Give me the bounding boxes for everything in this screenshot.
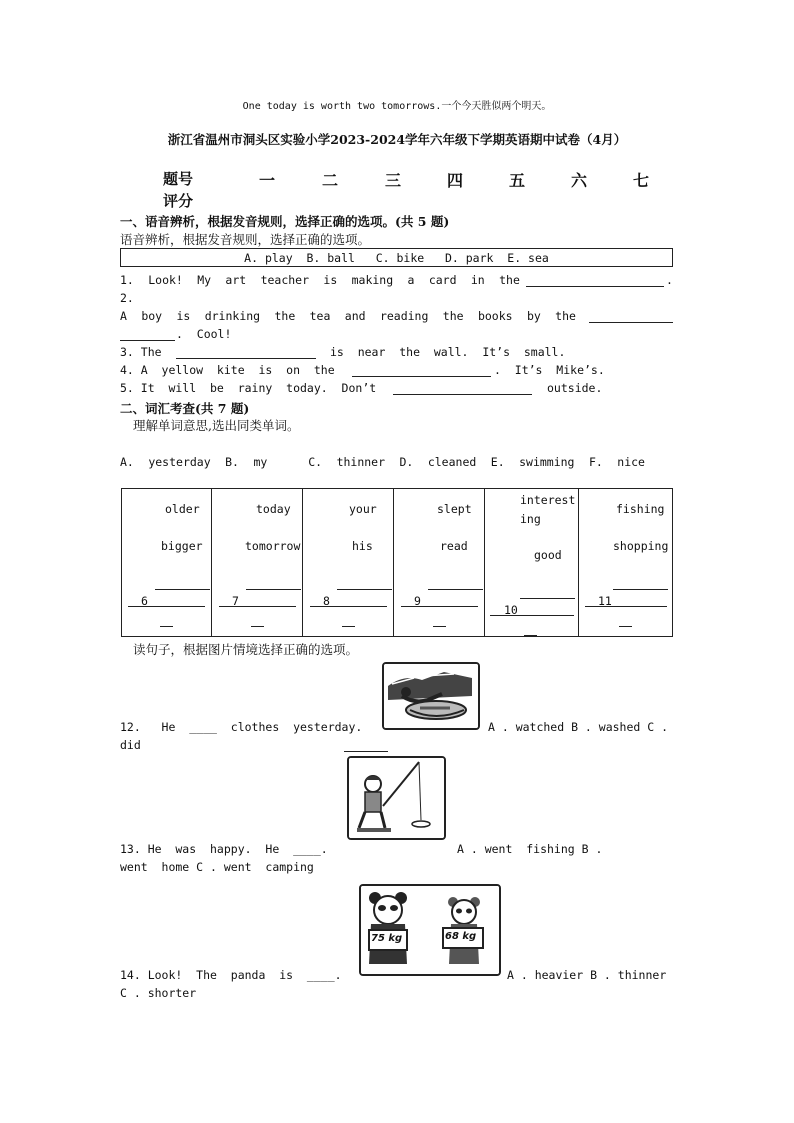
q2-word: A xyxy=(120,309,127,323)
vocab-blank xyxy=(524,635,537,636)
q5-answer-blank[interactable] xyxy=(393,394,532,395)
vocab-cell-word: older xyxy=(165,502,200,516)
q2-word: books xyxy=(477,309,513,323)
question-12: 12. He ____ clothes yesterday. xyxy=(120,720,363,734)
q1-answer-blank[interactable] xyxy=(526,286,664,287)
phonics-options-box xyxy=(120,248,673,267)
q4-answer-blank[interactable] xyxy=(352,376,491,377)
q4-end: . It’s Mike’s. xyxy=(494,363,605,377)
vocab-option-word: swimming xyxy=(519,455,575,469)
q14-options: A . heavier B . thinner xyxy=(507,968,667,982)
q5-start: 5. It will be rainy today. Don’t xyxy=(120,381,377,395)
q1-word: card xyxy=(428,273,457,287)
vocab-option-word: yesterday xyxy=(148,455,211,469)
score-row-label: 题号 xyxy=(163,170,194,188)
vocab-blank xyxy=(155,589,210,590)
vocab-option-letter: E. xyxy=(490,455,505,469)
vocab-cell-word: fishing xyxy=(616,502,665,516)
q2-end: . Cool! xyxy=(176,327,232,341)
q12-options: A . watched B . washed C . xyxy=(488,720,669,734)
score-col-7: 七 xyxy=(633,171,650,190)
pandas-picture xyxy=(359,884,501,976)
q2-word: the xyxy=(555,309,576,323)
vocab-option-letter: F. xyxy=(588,455,603,469)
section2-heading: 二、词汇考查(共 7 题) xyxy=(120,401,250,416)
score-col-2: 二 xyxy=(322,171,339,190)
vocab-option-letter: C. xyxy=(308,455,323,469)
vocab-option-word: cleaned xyxy=(427,455,477,469)
q1-word: My xyxy=(197,273,212,287)
q2-word: reading xyxy=(379,309,429,323)
vocab-answer-blank-10[interactable] xyxy=(490,615,574,616)
vocab-option-letter: B. xyxy=(225,455,239,469)
score-row2-label: 评分 xyxy=(163,192,194,210)
vocab-table xyxy=(121,488,673,637)
vocab-option-word: nice xyxy=(617,455,645,469)
vocab-blank xyxy=(160,626,173,627)
vocab-blank xyxy=(251,626,264,627)
vocab-cell-word: your xyxy=(349,502,377,516)
vocab-blank xyxy=(619,626,632,627)
vocab-cell-word: read xyxy=(440,539,468,553)
vocab-cell-word: tomorrow xyxy=(245,539,301,553)
vocab-blank xyxy=(613,589,668,590)
vocab-answer-blank-11[interactable] xyxy=(585,606,667,607)
q3-start: 3. The xyxy=(120,345,162,359)
vocab-option-word: thinner xyxy=(336,455,386,469)
section1-instruction: 语音辨析，根据发音规则，选择正确的选项。 xyxy=(120,232,371,247)
washing-clothes-picture xyxy=(382,662,480,730)
vocab-options xyxy=(120,455,645,469)
q2-word: is xyxy=(176,309,191,323)
q3-end: is near the wall. It’s small. xyxy=(330,345,566,359)
q1-word: making xyxy=(351,273,394,287)
vocab-cell-word: shopping xyxy=(613,539,669,553)
section1-heading: 一、语音辨析，根据发音规则，选择正确的选项。(共 5 题) xyxy=(120,214,450,229)
score-col-3: 三 xyxy=(385,171,402,190)
vocab-cell-word: good xyxy=(534,548,562,562)
vocab-answer-blank-7[interactable] xyxy=(219,606,296,607)
fishing-picture xyxy=(347,756,446,840)
vocab-blank xyxy=(342,626,355,627)
vocab-blank xyxy=(337,589,392,590)
phonics-options: A. play B. ball C. bike D. park E. sea xyxy=(244,251,549,265)
q3-answer-blank[interactable] xyxy=(176,358,316,359)
q12-underline xyxy=(344,751,388,752)
q4-start: 4. A yellow kite is on the xyxy=(120,363,335,377)
q1-word: the xyxy=(499,273,520,287)
vocab-blank xyxy=(520,598,575,599)
q12-options-cont: did xyxy=(120,738,141,752)
vocab-cell-number: 8 xyxy=(323,594,330,608)
q1-period: . xyxy=(666,273,673,287)
panda-weight-left: 75 kg xyxy=(371,933,403,944)
q2-word: and xyxy=(344,309,366,323)
q2-word: boy xyxy=(141,309,163,323)
q13-options: A . went fishing B . xyxy=(457,842,603,856)
vocab-option-letter: D. xyxy=(399,455,414,469)
q1-word: art xyxy=(225,273,247,287)
score-col-6: 六 xyxy=(571,171,588,190)
q1-word: a xyxy=(407,273,415,287)
vocab-answer-blank-8[interactable] xyxy=(310,606,387,607)
vocab-cell-word: his xyxy=(352,539,373,553)
score-col-1: 一 xyxy=(259,171,276,190)
question-14: 14. Look! The panda is ____. xyxy=(120,968,342,982)
q1-word: Look! xyxy=(148,273,183,287)
question-2-line1 xyxy=(120,309,576,323)
vocab-option-word: my xyxy=(253,455,268,469)
vocab-cell-number: 9 xyxy=(414,594,421,608)
q1-word: 1. xyxy=(120,273,134,287)
vocab-cell-number: 7 xyxy=(232,594,239,608)
vocab-cell-number: 10 xyxy=(504,603,518,617)
vocab-cell-number: 6 xyxy=(141,594,148,608)
header-motto: One today is worth two tomorrows.一个今天胜似两个明天。 xyxy=(242,101,552,112)
question-1 xyxy=(120,273,520,287)
score-col-5: 五 xyxy=(509,171,526,190)
vocab-cell-word: slept xyxy=(437,502,472,516)
q2-word: by xyxy=(526,309,541,323)
q1-word: in xyxy=(470,273,485,287)
section2-instruction-2: 读句子，根据图片情境选择正确的选项。 xyxy=(133,642,359,657)
vocab-cell-word: bigger xyxy=(161,539,203,553)
q5-end: outside. xyxy=(547,381,603,395)
question-13: 13. He was happy. He ____. xyxy=(120,842,328,856)
vocab-cell-word: interest xyxy=(520,493,576,507)
q2-word: tea xyxy=(309,309,331,323)
vocab-cell-number: 11 xyxy=(598,594,612,608)
vocab-cell-word: today xyxy=(256,502,291,516)
vocab-blank xyxy=(433,626,446,627)
vocab-option-letter: A. xyxy=(120,455,134,469)
page-title: 浙江省温州市洞头区实验小学2023-2024学年六年级下学期英语期中试卷（4月） xyxy=(167,132,627,147)
q13-options-cont: went home C . went camping xyxy=(120,860,314,874)
q2-word: the xyxy=(442,309,464,323)
q2-number: 2. xyxy=(120,291,134,305)
score-col-4: 四 xyxy=(447,171,464,190)
panda-weight-right: 68 kg xyxy=(445,931,477,942)
vocab-blank xyxy=(246,589,301,590)
vocab-answer-blank-9[interactable] xyxy=(401,606,478,607)
q2-word: drinking xyxy=(204,309,261,323)
q2-answer-blank-cont[interactable] xyxy=(120,340,175,341)
vocab-cell-word-cont: ing xyxy=(520,512,541,526)
q2-word: the xyxy=(274,309,296,323)
q1-word: is xyxy=(323,273,338,287)
q14-options-cont: C . shorter xyxy=(120,986,197,1000)
q1-word: teacher xyxy=(260,273,310,287)
vocab-answer-blank-6[interactable] xyxy=(128,606,205,607)
section2-instruction: 理解单词意思,选出同类单词。 xyxy=(133,418,300,433)
vocab-blank xyxy=(428,589,483,590)
q2-answer-blank[interactable] xyxy=(589,322,673,323)
